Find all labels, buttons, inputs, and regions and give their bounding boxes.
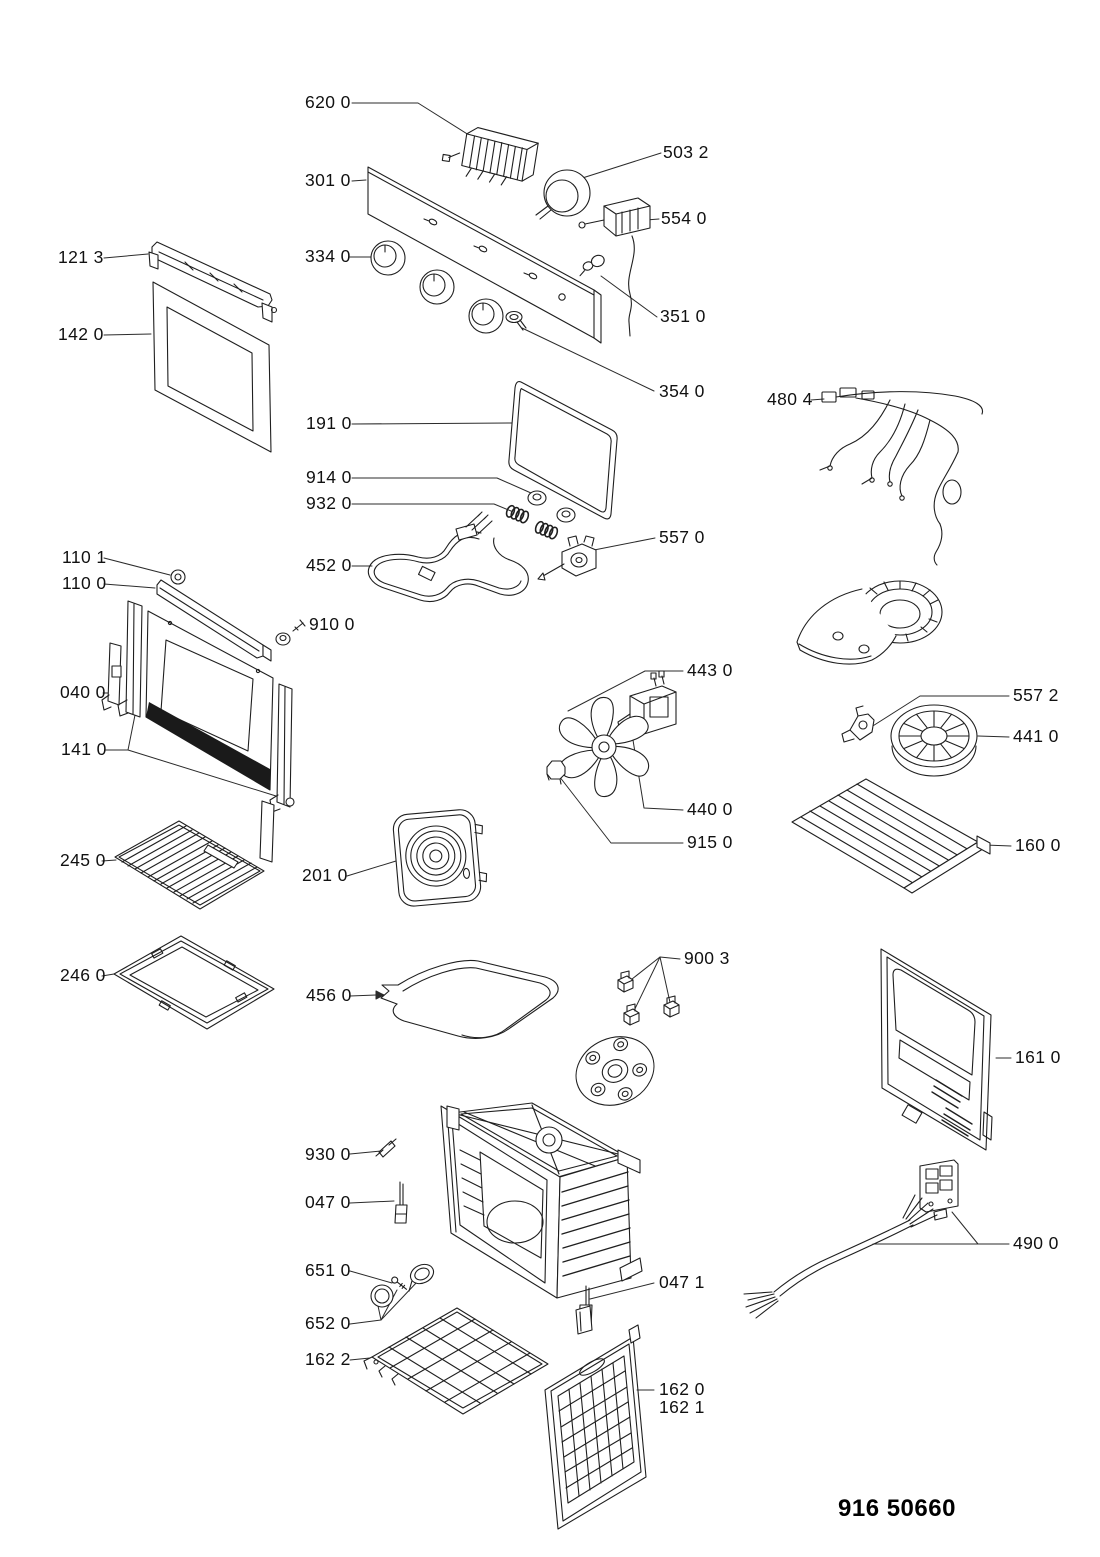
push-button-drawing xyxy=(506,312,526,331)
part-label-354-0: 354 0 xyxy=(659,381,705,401)
temperature-probe-drawing xyxy=(395,1182,407,1223)
timer-disc-drawing xyxy=(536,170,590,219)
part-label-142-0: 142 0 xyxy=(58,324,104,344)
part-label-201-0: 201 0 xyxy=(302,865,348,885)
power-cord-drawing xyxy=(744,1160,958,1318)
screw-icon xyxy=(276,620,305,645)
part-label-557-0: 557 0 xyxy=(659,527,705,547)
part-label-191-0: 191 0 xyxy=(306,413,352,433)
part-label-930-0: 930 0 xyxy=(305,1144,351,1164)
lamp-plug-drawing xyxy=(575,253,606,275)
oven-cavity-drawing xyxy=(441,1103,642,1298)
heat-shield-drawing xyxy=(792,779,990,893)
part-label-910-0: 910 0 xyxy=(309,614,355,634)
part-label-443-0: 443 0 xyxy=(687,660,733,680)
door-gasket-drawing xyxy=(509,382,617,519)
inner-door-assembly-drawing xyxy=(102,570,294,862)
part-label-900-3: 900 3 xyxy=(684,948,730,968)
oven-lamp-drawing xyxy=(371,1261,437,1307)
part-label-490-0: 490 0 xyxy=(1013,1233,1059,1253)
part-label-351-0: 351 0 xyxy=(660,306,706,326)
knob xyxy=(469,299,503,333)
terminal-block-drawing xyxy=(440,123,539,190)
part-label-040-0: 040 0 xyxy=(60,682,106,702)
base-grid-drawing xyxy=(364,1308,548,1414)
cavity-clip-drawing xyxy=(376,1139,396,1157)
part-label-557-2: 557 2 xyxy=(1013,685,1059,705)
part-label-162-2: 162 2 xyxy=(305,1349,351,1369)
part-label-162-0: 162 0 xyxy=(659,1379,705,1399)
side-grid-drawing xyxy=(545,1306,646,1529)
cooling-fan-drawing xyxy=(891,705,977,776)
grommet-drawing xyxy=(528,491,575,522)
part-label-110-0: 110 0 xyxy=(62,573,107,593)
part-label-110-1: 110 1 xyxy=(62,547,107,567)
knob xyxy=(420,270,454,304)
part-label-047-1: 047 1 xyxy=(659,1272,705,1292)
wiring-harness-drawing xyxy=(820,388,983,565)
part-label-047-0: 047 0 xyxy=(305,1192,351,1212)
part-label-554-0: 554 0 xyxy=(661,208,707,228)
baking-tray-drawing xyxy=(114,936,274,1029)
part-label-121-3: 121 3 xyxy=(58,247,104,267)
knob xyxy=(371,241,405,275)
fan-cover-drawing xyxy=(392,808,489,907)
outer-door-drawing xyxy=(153,282,271,452)
part-label-301-0: 301 0 xyxy=(305,170,351,190)
wire-rack-drawing xyxy=(115,821,264,909)
diagram-code: 916 50660 xyxy=(838,1495,956,1522)
ring-element-drawing xyxy=(381,960,558,1038)
bake-element-drawing xyxy=(368,512,528,602)
part-label-441-0: 441 0 xyxy=(1013,726,1059,746)
fan-diffuser-drawing xyxy=(797,581,942,664)
part-label-141-0: 141 0 xyxy=(61,739,107,759)
part-label-160-0: 160 0 xyxy=(1015,835,1061,855)
part-label-456-0: 456 0 xyxy=(306,985,352,1005)
part-label-915-0: 915 0 xyxy=(687,832,733,852)
part-label-651-0: 651 0 xyxy=(305,1260,351,1280)
spring-drawing xyxy=(505,505,559,540)
part-label-246-0: 246 0 xyxy=(60,965,106,985)
part-label-503-2: 503 2 xyxy=(663,142,709,162)
part-label-480-4: 480 4 xyxy=(767,389,813,409)
sensor-bracket-drawing xyxy=(842,706,874,742)
part-label-652-0: 652 0 xyxy=(305,1313,351,1333)
part-label-452-0: 452 0 xyxy=(306,555,352,575)
part-label-932-0: 932 0 xyxy=(306,493,352,513)
fixing-clip-drawing xyxy=(618,971,679,1025)
thermal-cutoff-drawing xyxy=(538,536,596,580)
part-label-620-0: 620 0 xyxy=(305,92,351,112)
part-label-245-0: 245 0 xyxy=(60,850,106,870)
part-label-914-0: 914 0 xyxy=(306,467,352,487)
part-label-440-0: 440 0 xyxy=(687,799,733,819)
part-label-161-0: 161 0 xyxy=(1015,1047,1061,1067)
motor-plate-drawing xyxy=(565,1025,665,1118)
part-label-334-0: 334 0 xyxy=(305,246,351,266)
part-label-162-1: 162 1 xyxy=(659,1397,705,1417)
rear-cover-drawing xyxy=(881,949,992,1150)
